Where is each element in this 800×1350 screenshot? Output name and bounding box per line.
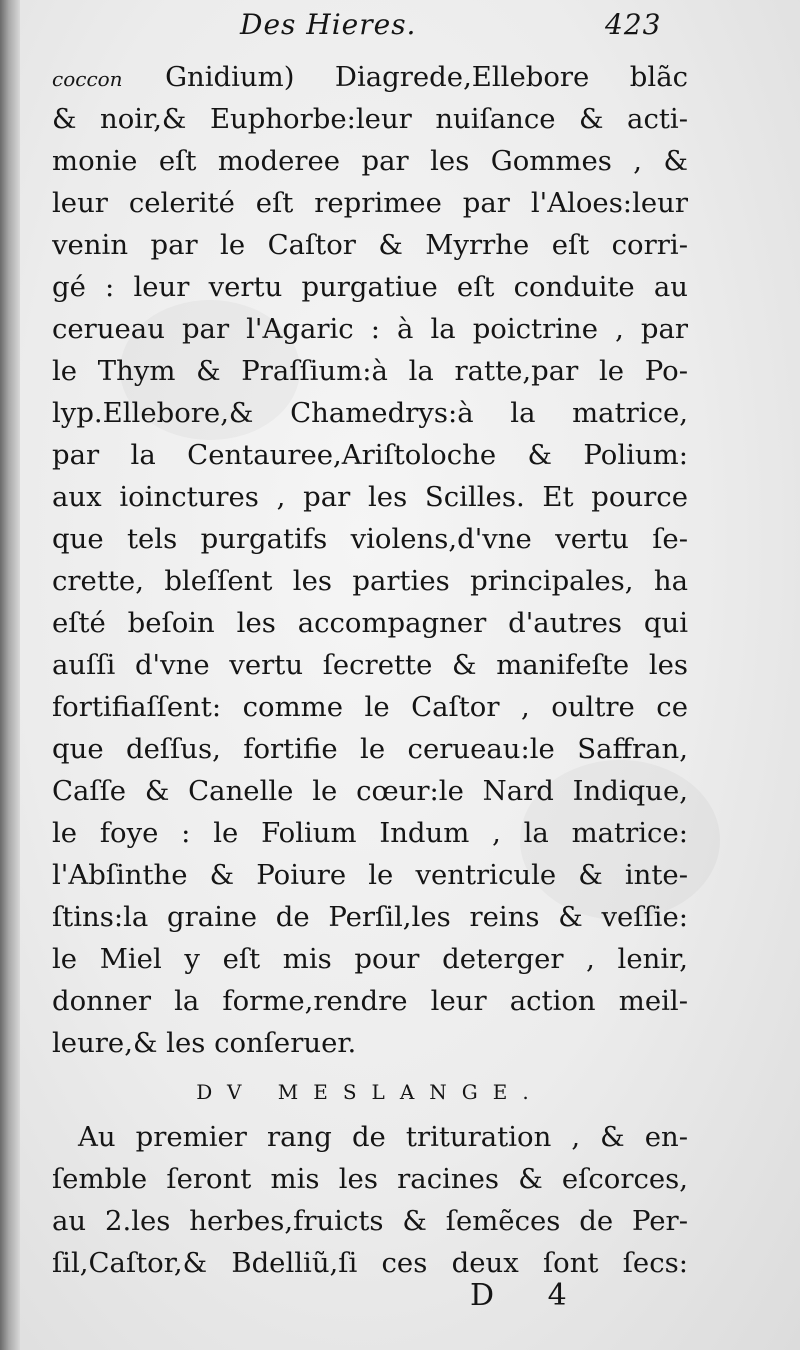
text-line: lyp.Ellebore,& Chamedrys:à la matrice, bbox=[52, 397, 688, 429]
text-line: leur celerité eſt reprimee par l'Aloes:leur bbox=[52, 187, 688, 219]
text-line: fortifiaſſent: comme le Caſtor , oultre ce bbox=[52, 691, 688, 723]
page-number: 423 bbox=[605, 8, 662, 41]
text-line: leure,& les conſeruer. bbox=[52, 1027, 357, 1059]
text-line: coccon Gnidium) Diagrede,Ellebore blãc bbox=[52, 61, 688, 93]
text-line: donner la forme,rendre leur action meil- bbox=[52, 985, 688, 1017]
text-line: par la Centauree,Ariſtoloche & Polium: bbox=[52, 439, 688, 471]
text-line: monie eſt moderee par les Gommes , & bbox=[52, 145, 688, 177]
text-line: Caſſe & Canelle le cœur:le Nard Indique, bbox=[52, 775, 688, 807]
main-text bbox=[52, 56, 688, 1284]
catchword: coccon bbox=[52, 67, 123, 91]
text-line: ſil,Caſtor,& Bdelliũ,ſi ces deux ſont ſecs: bbox=[52, 1247, 688, 1279]
text-line: Au premier rang de trituration , & en- bbox=[78, 1121, 688, 1153]
text-line: l'Abſinthe & Poiure le ventricule & inte- bbox=[52, 859, 688, 891]
text-line: eſté beſoin les accompagner d'autres qui bbox=[52, 607, 688, 639]
text-line: au 2.les herbes,fruicts & ſemẽces de Per- bbox=[52, 1205, 688, 1237]
running-title: Des Hieres. bbox=[240, 8, 417, 41]
text-line: crette, bleſſent les parties principales, ha bbox=[52, 565, 688, 597]
text-line: venin par le Caſtor & Myrrhe eſt corri- bbox=[52, 229, 688, 261]
text-line: cerueau par l'Agaric : à la poictrine , par bbox=[52, 313, 688, 345]
text-line: gé : leur vertu purgatiue eſt conduite au bbox=[52, 271, 688, 303]
text-line: que tels purgatifs violens,d'vne vertu ſe- bbox=[52, 523, 688, 555]
text-line: & noir,& Euphorbe:leur nuiſance & acti- bbox=[52, 103, 688, 135]
text-line: auſſi d'vne vertu ſecrette & manifeſte les bbox=[52, 649, 688, 681]
text-line: que deſſus, fortifie le cerueau:le Saffran, bbox=[52, 733, 688, 765]
text-line: aux ioinctures , par les Scilles. Et pource bbox=[52, 481, 688, 513]
section-heading: DV MESLANGE. bbox=[196, 1080, 544, 1104]
text-line: le Thym & Praſſium:à la ratte,par le Po- bbox=[52, 355, 688, 387]
text-line: ſemble ſeront mis les racines & eſcorces, bbox=[52, 1163, 688, 1195]
text-line: le foye : le Folium Indum , la matrice: bbox=[52, 817, 688, 849]
page-gutter-edge bbox=[0, 0, 20, 1350]
signature-mark: D 4 bbox=[470, 1278, 589, 1313]
text-line: le Miel y eſt mis pour deterger , lenir, bbox=[52, 943, 688, 975]
running-head bbox=[0, 8, 800, 48]
text-line: ſtins:la graine de Perſil,les reins & veſſie: bbox=[52, 901, 688, 933]
